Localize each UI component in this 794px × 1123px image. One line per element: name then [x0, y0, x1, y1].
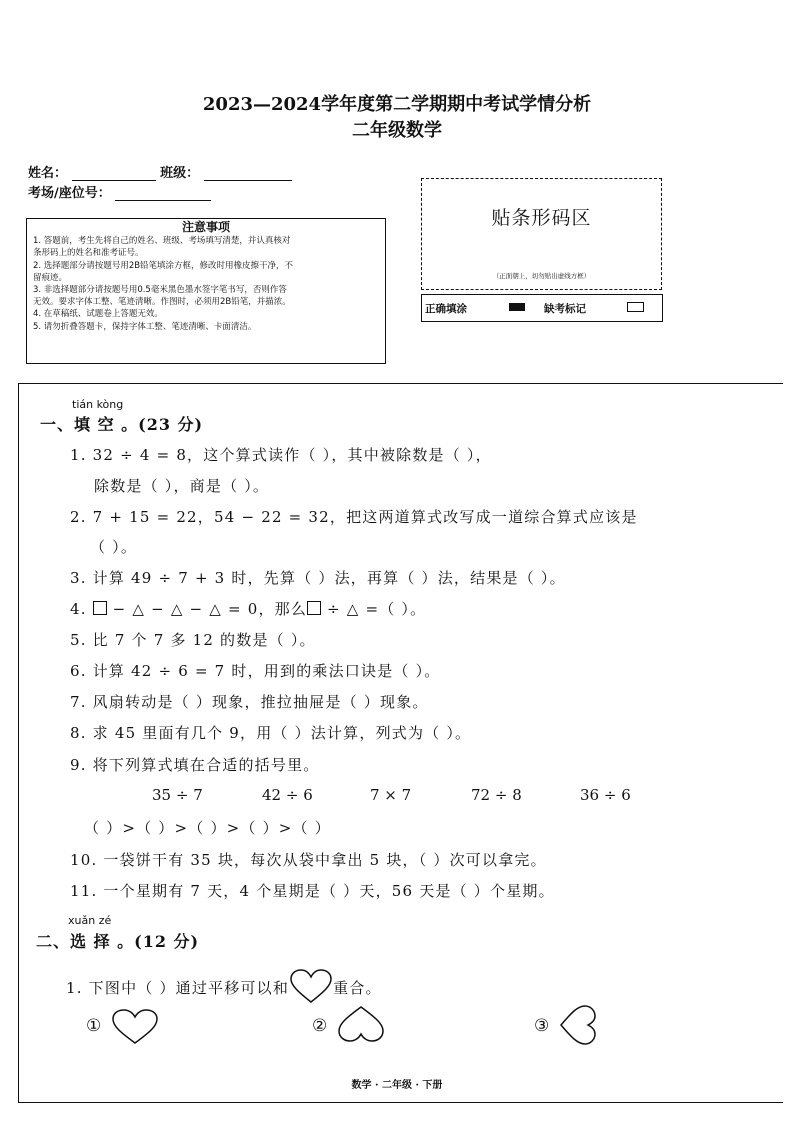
question-2b: （ ）。: [90, 538, 138, 556]
notice-line: 3. 非选择题部分请按题号用0.5毫米黑色墨水签字笔书写，否则作答: [33, 285, 287, 296]
heart-upright-icon: [110, 1008, 160, 1046]
exam-title: 2023—2024学年度第二学期期中考试学情分析: [202, 94, 592, 115]
fill-marks-box: [421, 294, 663, 322]
seat-field[interactable]: [115, 186, 211, 201]
question-4-end: ÷ △ =（ ）。: [321, 600, 427, 618]
question-9: 9. 将下列算式填在合适的括号里。: [70, 756, 320, 774]
correct-fill-sample: [509, 303, 525, 311]
notice-box: [26, 218, 386, 364]
frame-left-line: [18, 383, 19, 1103]
q9-expression: 35 ÷ 7: [152, 786, 203, 804]
barcode-note: （正面朝上，切勿贴出虚线方框）: [492, 272, 591, 280]
name-label: 姓名：: [28, 166, 68, 181]
question-7: 7. 风扇转动是（ ）现象，推拉抽屉是（ ）现象。: [70, 693, 429, 711]
question-4: [70, 598, 426, 619]
notice-line: 留痕迹。: [33, 272, 68, 283]
notice-line: 无效。要求字体工整、笔迹清晰。作图时，必须用2B铅笔，并描浓。: [33, 297, 291, 308]
square-symbol: [307, 601, 321, 615]
option-1-label: ①: [86, 1016, 102, 1036]
absent-mark-label: 缺考标记: [544, 303, 586, 315]
class-label: 班级：: [160, 166, 200, 181]
section1-title: 一、填 空 。(23 分): [40, 415, 204, 434]
square-symbol: [93, 601, 107, 615]
question-3: 3. 计算 49 ÷ 7 + 3 时，先算（ ）法，再算（ ）法，结果是（ ）。: [70, 569, 566, 587]
notice-line: 条形码上的姓名和准考证号。: [33, 248, 144, 259]
exam-subtitle: 二年级数学: [352, 120, 442, 141]
heart-upside-down-icon: [336, 1004, 386, 1044]
q9-expression: 36 ÷ 6: [580, 786, 631, 804]
question-8: 8. 求 45 里面有几个 9，用（ ）法计算，列式为（ ）。: [70, 724, 472, 742]
q9-expression: 72 ÷ 8: [471, 786, 522, 804]
s2-question-1: [66, 969, 382, 1005]
s2-question-1-text: 1. 下图中（ ）通过平移可以和: [66, 979, 290, 997]
q9-order-blanks: （ ）>（ ）>（ ）>（ ）>（ ）: [84, 819, 331, 837]
class-field[interactable]: [204, 166, 292, 181]
frame-top-line: [18, 383, 783, 384]
section1-pinyin: tián kòng: [72, 398, 124, 411]
question-10: 10. 一袋饼干有 35 块，每次从袋中拿出 5 块，（ ）次可以拿完。: [70, 851, 547, 869]
question-11: 11. 一个星期有 7 天，4 个星期是（ ）天，56 天是（ ）个星期。: [70, 882, 555, 900]
question-6: 6. 计算 42 ÷ 6 = 7 时，用到的乘法口诀是（ ）。: [70, 662, 441, 680]
option-2-label: ②: [312, 1016, 328, 1036]
barcode-area: [421, 178, 662, 290]
name-row: [28, 162, 292, 181]
notice-title: 注意事项: [181, 220, 230, 234]
question-1a: 1. 32 ÷ 4 = 8，这个算式读作（ ），其中被除数是（ ），: [70, 446, 492, 464]
heart-sideways-icon: [558, 1004, 602, 1046]
question-4-mid: − △ − △ − △ = 0，那么: [106, 600, 308, 618]
option-3-label: ③: [534, 1016, 550, 1036]
question-2a: 2. 7 + 15 = 22，54 − 22 = 32，把这两道算式改写成一道综合算式应该是: [70, 508, 638, 526]
barcode-title: 贴条形码区: [491, 207, 592, 229]
q9-expression: 7 × 7: [370, 786, 412, 804]
correct-fill-label: 正确填涂: [425, 303, 467, 315]
s2-question-1-end: 重合。: [333, 979, 382, 997]
question-4-number: 4.: [70, 600, 93, 618]
question-5: 5. 比 7 个 7 多 12 的数是（ ）。: [70, 631, 316, 649]
question-1b: 除数是（ ），商是（ ）。: [94, 477, 270, 495]
frame-bottom-line: [18, 1102, 783, 1103]
notice-line: 4. 在草稿纸、试题卷上答题无效。: [33, 309, 163, 320]
absent-mark-checkbox[interactable]: [627, 302, 644, 312]
notice-line: 1. 答题前，考生先将自己的姓名、班级、考场填写清楚，并认真核对: [33, 236, 291, 247]
seat-label: 考场/座位号：: [28, 186, 111, 201]
notice-line: 5. 请勿折叠答题卡，保持字体工整、笔迹清晰、卡面清洁。: [33, 321, 257, 332]
seat-row: [28, 182, 211, 201]
section2-pinyin: xuǎn zé: [68, 914, 112, 927]
q9-expression: 42 ÷ 6: [262, 786, 313, 804]
name-field[interactable]: [72, 166, 156, 181]
heart-icon: [289, 969, 333, 1005]
section2-title: 二、选 择 。(12 分): [36, 932, 200, 951]
notice-line: 2. 选择题部分请按题号用2B铅笔填涂方框，修改时用橡皮擦干净，不: [33, 260, 294, 271]
page-footer: 数学 · 二年级 · 下册: [351, 1080, 443, 1091]
